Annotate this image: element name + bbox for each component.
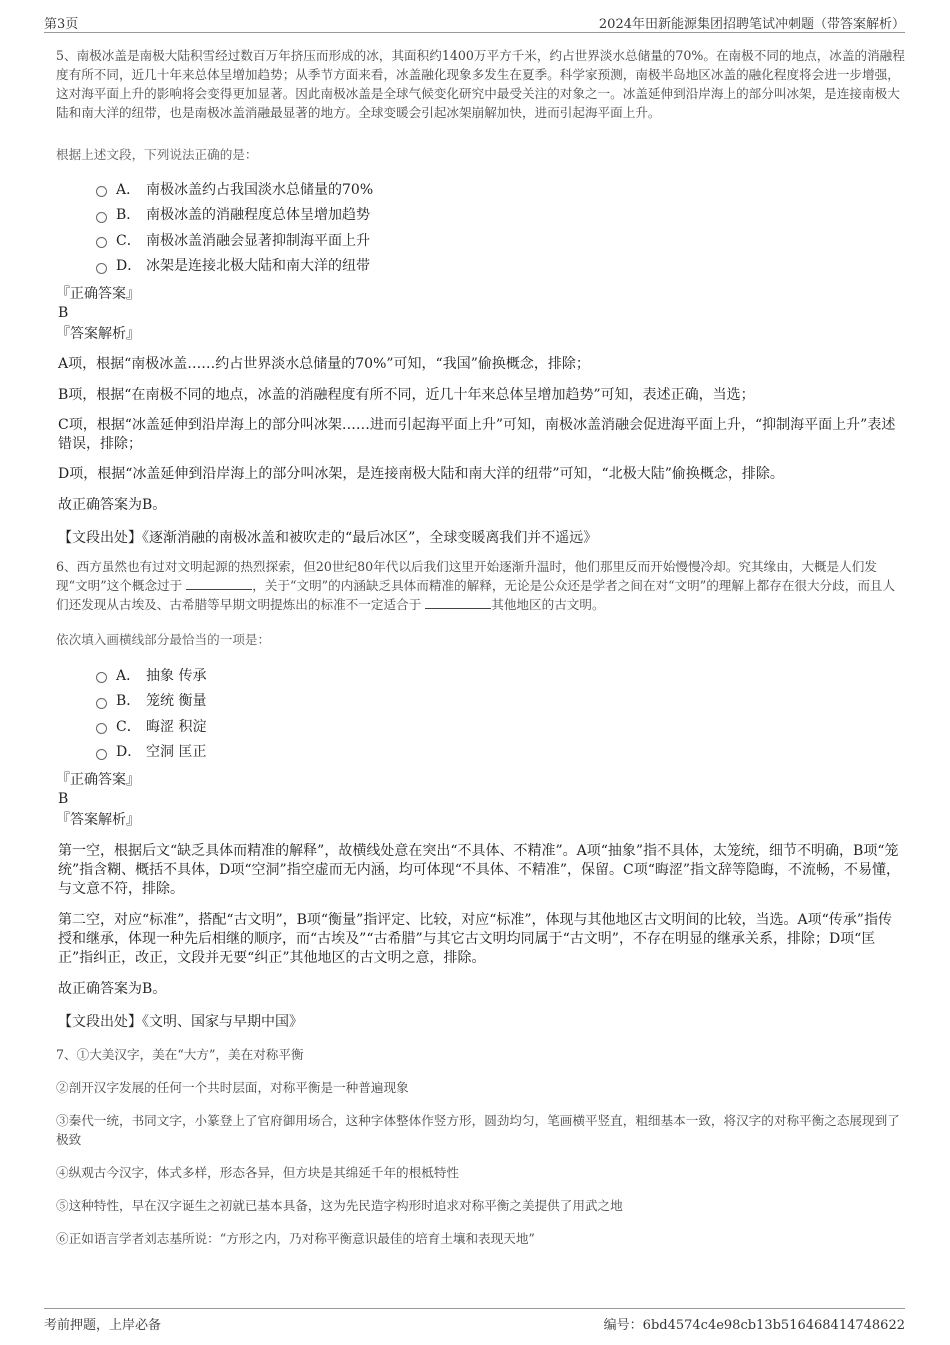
q5-prompt: 根据上述文段，下列说法正确的是： [56,147,258,162]
radio-icon[interactable] [96,723,107,734]
q5-answer-tag: 『正确答案』 [56,286,140,302]
q6-answer-tag: 『正确答案』 [56,772,140,788]
document-id: 编号：6bd4574c4e98cb13b516468414748622 [603,1318,905,1333]
q5-analysis-tag: 『答案解析』 [56,326,140,342]
q6-stem: 6、西方虽然也有过对文明起源的热烈探索，但20世纪80年代以后我们这里开始逐渐升温时，他们那里反而开始慢慢冷却。究其缘由，大概是人们发现“文明”这个概念过于 ，关于“文明”的内涵缺乏具体而精准的解释，无论是公众还是学者之间在对“文明”的理解上都存在很大分歧，而且人们还发现从古埃及、古希腊等早期文明提炼出的标准不一定适合于 其他地区的古文明。 [56,559,896,612]
radio-icon[interactable] [96,698,107,709]
q5-source: 【文段出处】《逐渐消融的南极冰盖和被吹走的“最后冰区”，全球变暖离我们并不遥远》 [58,530,598,546]
header-divider [44,32,905,33]
radio-icon[interactable] [96,749,107,760]
page-content [56,46,905,1248]
q7-sentence-6: ⑥正如语言学者刘志基所说：“方形之内，乃对称平衡意识最佳的培育土壤和表现天地” [56,1231,535,1246]
q5-answer: B [58,305,69,321]
q6-answer: B [58,791,69,807]
q5-analysis-c: C项，根据“冰盖延伸到沿岸海上的部分叫冰架……进而引起海平面上升”可知，南极冰盖消融会促进海平面上升，“抑制海平面上升”表述错误，排除； [58,417,896,452]
q6-option-b[interactable]: B． 笼统 衡量 [96,688,905,714]
q7-sentence-1: 7、①大美汉字，美在“大方”，美在对称平衡 [56,1047,304,1062]
radio-icon[interactable] [96,186,107,197]
q5-analysis-a: A项，根据“南极冰盖……约占世界淡水总储量的70%”可知，“我国”偷换概念，排除； [58,356,590,372]
q5-option-a[interactable]: A． 南极冰盖约占我国淡水总储量的70% [96,176,905,202]
q5-option-b[interactable]: B． 南极冰盖的消融程度总体呈增加趋势 [96,202,905,228]
q5-options [56,176,905,278]
fill-blank-1[interactable] [186,577,252,590]
q5-option-d[interactable]: D． 冰架是连接北极大陆和南大洋的纽带 [96,253,905,279]
q5-analysis-d: D项，根据“冰盖延伸到沿岸海上的部分叫冰架，是连接南极大陆和南大洋的纽带”可知，“北极大陆”偷换概念，排除。 [58,466,784,482]
q6-options [56,662,905,764]
q6-option-d[interactable]: D． 空洞 匡正 [96,739,905,765]
q6-analysis-first: 第一空，根据后文“缺乏具体而精准的解释”，故横线处意在突出“不具体、不精准”。A项“抽象”指不具体，太笼统，细节不明确，B项“笼统”指含糊、概括不具体，D项“空洞”指空虚而无内涵，均可体现“不具体、不精准”，保留。C项“晦涩”指文辞等隐晦，不流畅，不易懂，与文意不符，排除。 [58,843,901,897]
page-number: 第3页 [44,17,79,32]
footer-divider [44,1308,905,1309]
document-title: 2024年田新能源集团招聘笔试冲刺题（带答案解析） [598,17,905,32]
radio-icon[interactable] [96,263,107,274]
q5-stem: 5、南极冰盖是南极大陆积雪经过数百万年挤压而形成的冰，其面积约1400万平方千米，约占世界淡水总储量的70%。在南极不同的地点，冰盖的消融程度有所不同，近几十年来总体呈增加趋势；从季节方面来看，冰盖融化现象多发生在夏季。科学家预测，南极半岛地区冰盖的融化程度将会进一步增强，这对海平面上升的影响将会变得更加显著。因此南极冰盖是全球气候变化研究中最受关注的对象之一。冰盖延伸到沿岸海上的部分叫冰架，是连接南极大陆和南大洋的纽带，也是南极冰盖消融最显著的地方。全球变暖会引起冰架崩解加快，进而引起海平面上升。 [56,48,905,120]
q6-option-c[interactable]: C． 晦涩 积淀 [96,713,905,739]
fill-blank-2[interactable] [425,596,491,609]
q6-analysis-second: 第二空，对应“标准”，搭配“古文明”，B项“衡量”指评定、比较，对应“标准”，体现与其他地区古文明间的比较，当选。A项“传承”指传授和继承，体现一种先后相继的顺序，而“古埃及”“古希腊”与其它古文明均同属于“古文明”，不存在明显的继承关系，排除；D项“匡正”指纠正，改正，文段并无要“纠正”其他地区的古文明之意，排除。 [58,912,892,966]
q6-source: 【文段出处】《文明、国家与早期中国》 [58,1014,303,1030]
q7-sentence-3: ③秦代一统，书同文字，小篆登上了官府御用场合，这种字体整体作竖方形，圆劲均匀，笔画横平竖直，粗细基本一致，将汉字的对称平衡之态展现到了极致 [56,1113,900,1147]
footer-slogan: 考前押题，上岸必备 [44,1318,162,1333]
q6-prompt: 依次填入画横线部分最恰当的一项是： [56,632,271,647]
q6-option-a[interactable]: A． 抽象 传承 [96,662,905,688]
q7-sentence-2: ②剖开汉字发展的任何一个共时层面，对称平衡是一种普遍现象 [56,1080,409,1095]
q5-option-c[interactable]: C． 南极冰盖消融会显著抑制海平面上升 [96,227,905,253]
q5-analysis-b: B项，根据“在南极不同的地点，冰盖的消融程度有所不同，近几十年来总体呈增加趋势”可知，表述正确，当选； [58,387,755,403]
radio-icon[interactable] [96,237,107,248]
q6-analysis-tag: 『答案解析』 [56,812,140,828]
q7-sentence-5: ⑤这种特性，早在汉字诞生之初就已基本具备，这为先民造字构形时追求对称平衡之美提供了用武之地 [56,1198,623,1213]
radio-icon[interactable] [96,672,107,683]
q7-sentence-4: ④纵观古今汉字，体式多样，形态各异，但方块是其绵延千年的根柢特性 [56,1165,459,1180]
q5-conclusion: 故正确答案为B。 [58,497,167,513]
q6-conclusion: 故正确答案为B。 [58,981,167,997]
radio-icon[interactable] [96,212,107,223]
